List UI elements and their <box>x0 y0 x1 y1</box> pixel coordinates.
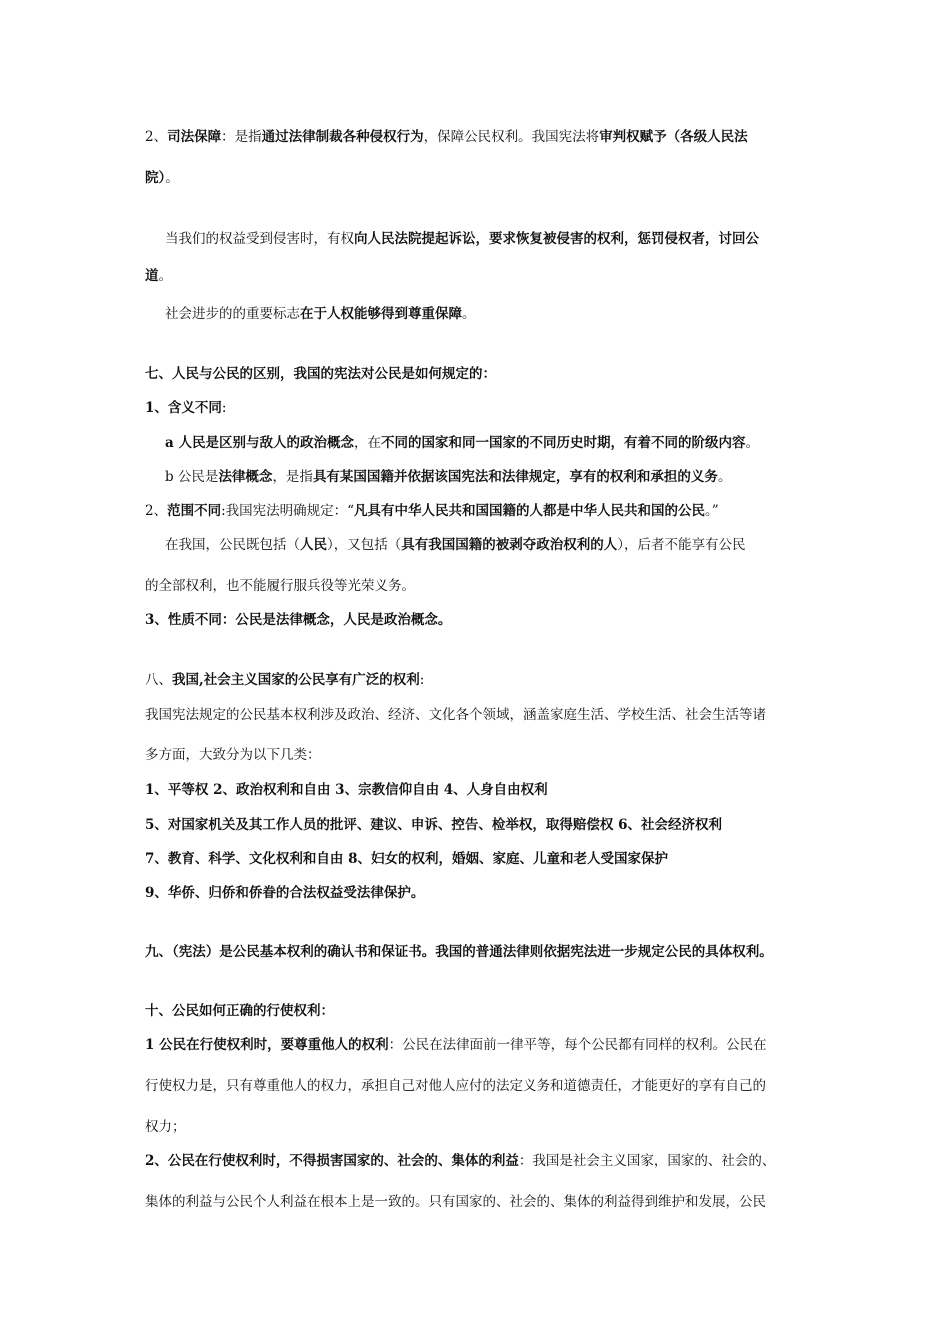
text-run: 具有我国国籍的被剥夺政治权利的人 <box>401 537 618 553</box>
text-run: ，是指 <box>272 469 313 485</box>
text-run: 人民 <box>300 537 327 553</box>
text-run: 集体的利益与公民个人利益在根本上是一致的。只有国家的、社会的、集体的利益得到维护和发展，公民 <box>145 1194 766 1210</box>
section-7-item-2 <box>145 501 719 521</box>
paragraph-judicial-protection-line-2 <box>145 168 179 188</box>
text-run: ：我国是社会主义国家，国家的、社会的、 <box>518 1153 776 1169</box>
text-run: : <box>221 400 227 416</box>
text-run: ：公民在法律面前一律平等，每个公民都有同样的权利。公民在 <box>388 1037 767 1053</box>
text-run: a 人民是 <box>165 435 219 451</box>
text-run: 具有某国国籍并依据该国宪法和法律规定，享有的权利和承担的义务 <box>312 469 718 485</box>
text-run: 。 <box>158 268 172 284</box>
section-8-intro-line-1 <box>145 705 766 725</box>
text-run: :我国宪法明确规定：“ <box>221 503 355 519</box>
section-7-item-1a <box>165 433 759 453</box>
text-run: 2、公民在行使权利时，不得损害国家的、社会的、集体的利益 <box>145 1153 519 1169</box>
text-run: 八、 <box>145 672 172 688</box>
text-run: 我国,社会主义国家的公民享有广泛的权利 <box>172 672 420 688</box>
section-7-heading <box>145 364 496 384</box>
section-7-item-3 <box>145 610 451 630</box>
section-8-intro-line-2 <box>145 745 321 765</box>
paragraph-judicial-protection-line-1 <box>145 127 748 147</box>
text-run: 权力； <box>145 1119 186 1135</box>
section-10-heading <box>145 1001 334 1021</box>
text-run: : <box>419 672 425 688</box>
text-run: 。 <box>165 170 179 186</box>
section-7-item-2a-line-2 <box>145 576 415 596</box>
text-run: 当我们的权益受到侵害时，有权 <box>165 231 354 247</box>
text-run: ，在 <box>353 435 381 451</box>
section-7-item-2a-line-1 <box>165 535 746 555</box>
text-run: 十、公民如何正确的行使权利： <box>145 1003 334 1019</box>
rights-list-row-1 <box>145 780 548 800</box>
text-run: 。 <box>745 435 759 451</box>
section-10-item-1-line-2 <box>145 1076 766 1096</box>
text-run: 。 <box>717 469 732 485</box>
text-run: 向人民法院提起诉讼，要求恢复被侵害的权利，惩罚侵权者，讨回公 <box>354 231 759 247</box>
text-run: 1、含义不同 <box>145 400 222 416</box>
text-run: 道 <box>145 268 159 284</box>
text-run: b 公民是 <box>165 469 219 485</box>
text-run: 九、（宪法）是公民基本权利的确认书和保证书。我国的普通法律则依据宪法进一步规定公民的具体权利。 <box>145 944 773 960</box>
text-run: ），后者不能享有公民 <box>617 537 746 553</box>
text-run: 行使权力是，只有尊重他人的权力，承担自己对他人应付的法定义务和道德责任，才能更好的享有自己的 <box>145 1078 766 1094</box>
section-8-heading <box>145 670 424 690</box>
text-run: 1、平等权 2、政治权利和自由 3、宗教信仰自由 4、人身自由权利 <box>145 782 548 798</box>
rights-list-row-2 <box>145 815 722 835</box>
text-run: 。 <box>462 306 476 322</box>
section-9-heading <box>145 942 773 962</box>
text-run: ：是指 <box>221 129 262 145</box>
section-10-item-2-line-1 <box>145 1151 775 1171</box>
text-run: 通过法律制裁各种侵权行为 <box>261 129 424 145</box>
rights-list-row-3 <box>145 849 668 869</box>
rights-list-row-4 <box>145 883 424 903</box>
section-7-item-1b <box>165 467 731 487</box>
text-run: ，保障公民权利。我国宪法将 <box>423 129 600 145</box>
text-run: 审判权赋予（各级人民法 <box>599 129 748 145</box>
text-run: 不同的国家和同一国家的不同历史时期，有着不同的阶级内容 <box>380 435 746 451</box>
section-10-item-1-line-3 <box>145 1117 186 1137</box>
section-10-item-2-line-2 <box>145 1192 766 1212</box>
text-run: 多方面，大致分为以下几类： <box>145 747 321 763</box>
text-run: 7、教育、科学、文化权利和自由 8、妇女的权利，婚姻、家庭、儿童和老人受国家保护 <box>145 851 668 867</box>
paragraph-lawsuit-line-1 <box>165 229 759 249</box>
text-run: 1 公民在行使权利时，要尊重他人的权利 <box>145 1037 389 1053</box>
text-run: 9、华侨、归侨和侨眷的合法权益受法律保护。 <box>145 885 425 901</box>
text-run: 在我国，公民既包括（ <box>165 537 300 553</box>
text-run: ），又包括（ <box>327 537 402 553</box>
text-run: 在于人权能够得到尊重保障 <box>300 306 462 322</box>
text-run: 范围不同 <box>167 503 222 519</box>
text-run: 院） <box>145 170 166 186</box>
text-run: 凡具有中华人民共和国国籍的人都是中华人民共和国的公民 <box>354 503 706 519</box>
text-run: 的全部权利，也不能履行服兵役等光荣义务。 <box>145 578 415 594</box>
text-run: 。” <box>705 503 719 519</box>
section-10-item-1-line-1 <box>145 1035 767 1055</box>
text-run: 区别与敌人的政治概念 <box>218 435 354 451</box>
text-run: 3、性质不同：公民是法律概念，人民是政治概念。 <box>145 612 452 628</box>
text-run: 2、 <box>145 503 168 519</box>
section-7-item-1 <box>145 398 226 418</box>
paragraph-social-progress <box>165 304 476 324</box>
text-run: 司法保障 <box>167 129 222 145</box>
text-run: 我国宪法规定的公民基本权利涉及政治、经济、文化各个领域，涵盖家庭生活、学校生活、社会生活等诸 <box>145 707 766 723</box>
text-run: 社会进步的的重要标志 <box>165 306 300 322</box>
text-run: 法律概念 <box>218 469 273 485</box>
text-run: 2、 <box>145 129 168 145</box>
text-run: 5、对国家机关及其工作人员的批评、建议、申诉、控告、检举权，取得赔偿权 6、社会经济权利 <box>145 817 722 833</box>
text-run: 七、人民与公民的区别，我国的宪法对公民是如何规定的： <box>145 366 496 382</box>
paragraph-lawsuit-line-2 <box>145 266 172 286</box>
